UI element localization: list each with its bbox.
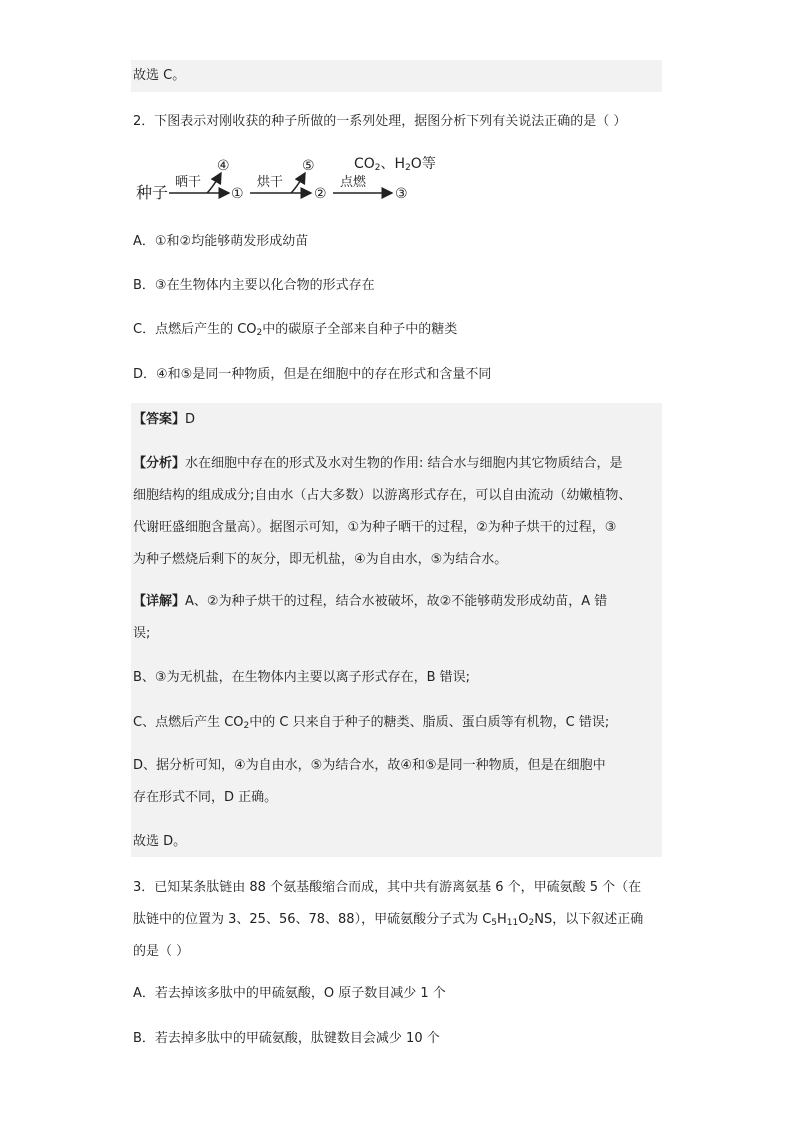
- diagram-node-3: ③: [395, 186, 408, 202]
- diagram-node-4: ④: [217, 158, 230, 174]
- q2-answer: 【答案】D: [133, 412, 196, 427]
- branch-arrow-4: [207, 173, 221, 193]
- seed-process-diagram: [133, 153, 436, 205]
- q2-detail-c: C、点燃后产生 $CO_2$中的 C 只来自于种子的糖类、脂质、蛋白质等有机物，C 错误;: [133, 715, 610, 731]
- q3-stem: 3．已知某条肽链由 88 个氨基酸缩合而成，其中共有游离氨基 6 个，甲硫氨酸 5 个（在 肽链中的位置为 3、25、56、78、88），甲硫氨酸分子式为 $C_5H_{11}O_2NS$，以下叙述正确 的是（ ）: [133, 880, 644, 959]
- q2-option-b: B．③在生物体内主要以化合物的形式存在: [133, 278, 375, 293]
- diagram-node-1: ①: [231, 186, 244, 202]
- q2-option-c: C．点燃后产生的 $CO_2$中的碳原子全部来自种子中的糖类: [133, 322, 458, 338]
- q2-stem: 2．下图表示对刚收获的种子所做的一系列处理，据图分析下列有关说法正确的是（ ）: [133, 114, 627, 129]
- q2-analysis: 【分析】水在细胞中存在的形式及水对生物的作用: 结合水与细胞内其它物质结合，是 细胞结构的组成成分;自由水（占大多数）以游离形式存在，可以自由流动（幼嫩植物、 代谢旺盛细胞含量高）。据图示可知，①为种子晒干的过程，②为种子烘干的过程，③ 为种子燃烧后剩下的灰分，即无机盐，④为自由水，⑤为结合水。: [133, 456, 632, 567]
- q2-detail-d: D、据分析可知，④为自由水，⑤为结合水，故④和⑤是同一种物质，但是在细胞中 存在形式不同，D 正确。: [133, 758, 606, 805]
- diagram-seed: 种子: [136, 183, 169, 202]
- q2-option-d: D．④和⑤是同一种物质，但是在细胞中的存在形式和含量不同: [133, 367, 492, 382]
- top-answer: 故选 C。: [133, 68, 186, 83]
- q3-option-a: A．若去掉该多肽中的甲硫氨酸，O 原子数目减少 1 个: [133, 986, 446, 1001]
- diagram-products: $CO_2$、$H_2O$等: [354, 156, 436, 173]
- q2-option-a: A．①和②均能够萌发形成幼苗: [133, 234, 309, 249]
- q2-detail-b: B、③为无机盐，在生物体内主要以离子形式存在，B 错误;: [133, 670, 471, 685]
- diagram-step-burn: 点燃: [340, 175, 367, 190]
- diagram-node-5: ⑤: [302, 158, 315, 174]
- q2-final: 故选 D。: [133, 834, 187, 849]
- answer-shade-top: [131, 60, 662, 92]
- diagram-node-2: ②: [314, 186, 327, 202]
- diagram-step-dry: 晒干: [175, 175, 202, 190]
- branch-arrow-5: [291, 173, 305, 193]
- q2-detail-a: 【详解】A、②为种子烘干的过程，结合水被破坏，故②不能够萌发形成幼苗，A 错 误;: [133, 594, 608, 641]
- diagram-step-bake: 烘干: [257, 175, 284, 190]
- q3-option-b: B．若去掉多肽中的甲硫氨酸，肽键数目会减少 10 个: [133, 1031, 440, 1046]
